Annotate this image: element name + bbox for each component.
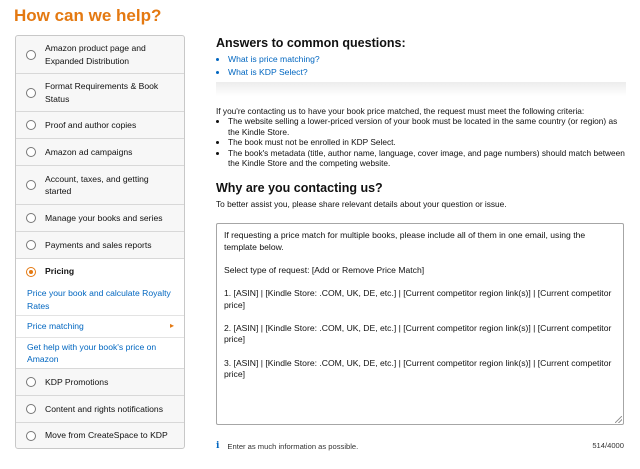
issue-details-textarea[interactable]: If requesting a price match for multiple books, please include all of them in one email, using the template below. Select type of request: [Add or Remove Price Match] 1. [ASIN] | [Kindle Store: .COM, UK, DE, etc.] | [Current competitor region link(s)] | [Current competitor price] 2. [ASIN] | [Kindle Store: .COM, UK, DE, etc.] | [Current competitor region link(s)] | [Current competitor price] 3. [ASIN] | [Kindle Store: .COM, UK, DE, etc.] | [Current competitor region link(s)] | [Current competitor price] bbox=[216, 223, 624, 425]
radio-icon[interactable] bbox=[26, 377, 36, 387]
radio-icon[interactable] bbox=[26, 431, 36, 441]
character-counter: 514/4000 bbox=[592, 441, 624, 450]
chevron-right-icon: ▸ bbox=[169, 321, 174, 331]
sidebar-item-label: KDP Promotions bbox=[45, 376, 109, 387]
hint-text: Enter as much information as possible. bbox=[227, 441, 359, 451]
section-divider bbox=[216, 82, 626, 96]
contact-subtext: To better assist you, please share relevant details about your question or issue. bbox=[216, 199, 507, 209]
criteria-list bbox=[216, 116, 626, 169]
sidebar-item-kdp-promotions[interactable] bbox=[16, 368, 184, 395]
sidebar-item-amazon-product-page[interactable] bbox=[16, 36, 184, 73]
subitem-price-your-book[interactable] bbox=[16, 284, 184, 315]
sidebar-item-label: Manage your books and series bbox=[45, 212, 163, 223]
radio-icon[interactable] bbox=[26, 404, 36, 414]
criteria-intro: If you're contacting us to have your book price matched, the request must meet the following criteria: bbox=[216, 106, 585, 116]
faq-link-kdp-select[interactable]: • What is KDP Select? bbox=[228, 66, 320, 79]
sidebar-item-format-requirements[interactable] bbox=[16, 73, 184, 111]
sidebar-item-label: Amazon product page and Expanded Distribution bbox=[45, 43, 146, 66]
radio-icon[interactable] bbox=[26, 88, 36, 98]
sidebar-item-label: Proof and author copies bbox=[45, 119, 137, 130]
radio-icon[interactable] bbox=[26, 120, 36, 130]
subitem-label: Price matching bbox=[27, 321, 84, 332]
resize-handle-icon[interactable] bbox=[615, 416, 622, 423]
sidebar-item-content-rights[interactable] bbox=[16, 395, 184, 422]
sidebar-item-label: Amazon ad campaigns bbox=[45, 146, 133, 157]
radio-icon[interactable] bbox=[26, 180, 36, 190]
sidebar-item-pricing[interactable] bbox=[16, 258, 184, 284]
subitem-label: Get help with your book's price on Amazon bbox=[27, 341, 157, 364]
faq-link-price-matching[interactable]: • What is price matching? bbox=[228, 53, 320, 66]
sidebar-item-createspace[interactable] bbox=[16, 422, 184, 448]
subitem-price-matching[interactable] bbox=[16, 315, 184, 337]
criteria-item: • The book must not be enrolled in KDP Select. bbox=[228, 137, 626, 148]
radio-icon[interactable] bbox=[26, 147, 36, 157]
criteria-item: • The book's metadata (title, author name, language, cover image, and page numbers) should match between the Kindle Store and the competing website. bbox=[228, 148, 626, 169]
sidebar-item-proof-copies[interactable] bbox=[16, 111, 184, 138]
page-title: How can we help? bbox=[14, 6, 162, 25]
info-icon: i bbox=[216, 441, 220, 451]
sidebar-item-ad-campaigns[interactable] bbox=[16, 138, 184, 165]
faq-links bbox=[216, 53, 320, 78]
sidebar-item-manage-books[interactable] bbox=[16, 204, 184, 231]
sidebar-item-label: Move from CreateSpace to KDP bbox=[45, 430, 168, 441]
sidebar-item-label: Content and rights notifications bbox=[45, 403, 163, 414]
criteria-item: • The website selling a lower-priced version of your book must be located in the same country (or region) as the Kindle Store. bbox=[228, 116, 626, 137]
radio-icon[interactable] bbox=[26, 213, 36, 223]
help-topic-sidebar bbox=[15, 35, 185, 449]
sidebar-item-label: Pricing bbox=[45, 266, 75, 277]
sidebar-item-label: Format Requirements & Book Status bbox=[45, 81, 159, 104]
subitem-get-help-price[interactable] bbox=[16, 337, 184, 368]
sidebar-item-label: Payments and sales reports bbox=[45, 239, 152, 250]
contact-heading: Why are you contacting us? bbox=[216, 181, 383, 195]
sidebar-item-payments[interactable] bbox=[16, 231, 184, 258]
subitem-label: Price your book and calculate Royalty Rates bbox=[27, 288, 171, 311]
sidebar-item-account-taxes[interactable] bbox=[16, 165, 184, 204]
input-hint bbox=[216, 441, 358, 451]
radio-selected-icon[interactable] bbox=[26, 267, 36, 277]
answers-heading: Answers to common questions: bbox=[216, 36, 406, 50]
sidebar-item-label: Account, taxes, and getting started bbox=[45, 173, 149, 196]
radio-icon[interactable] bbox=[26, 50, 36, 60]
radio-icon[interactable] bbox=[26, 240, 36, 250]
